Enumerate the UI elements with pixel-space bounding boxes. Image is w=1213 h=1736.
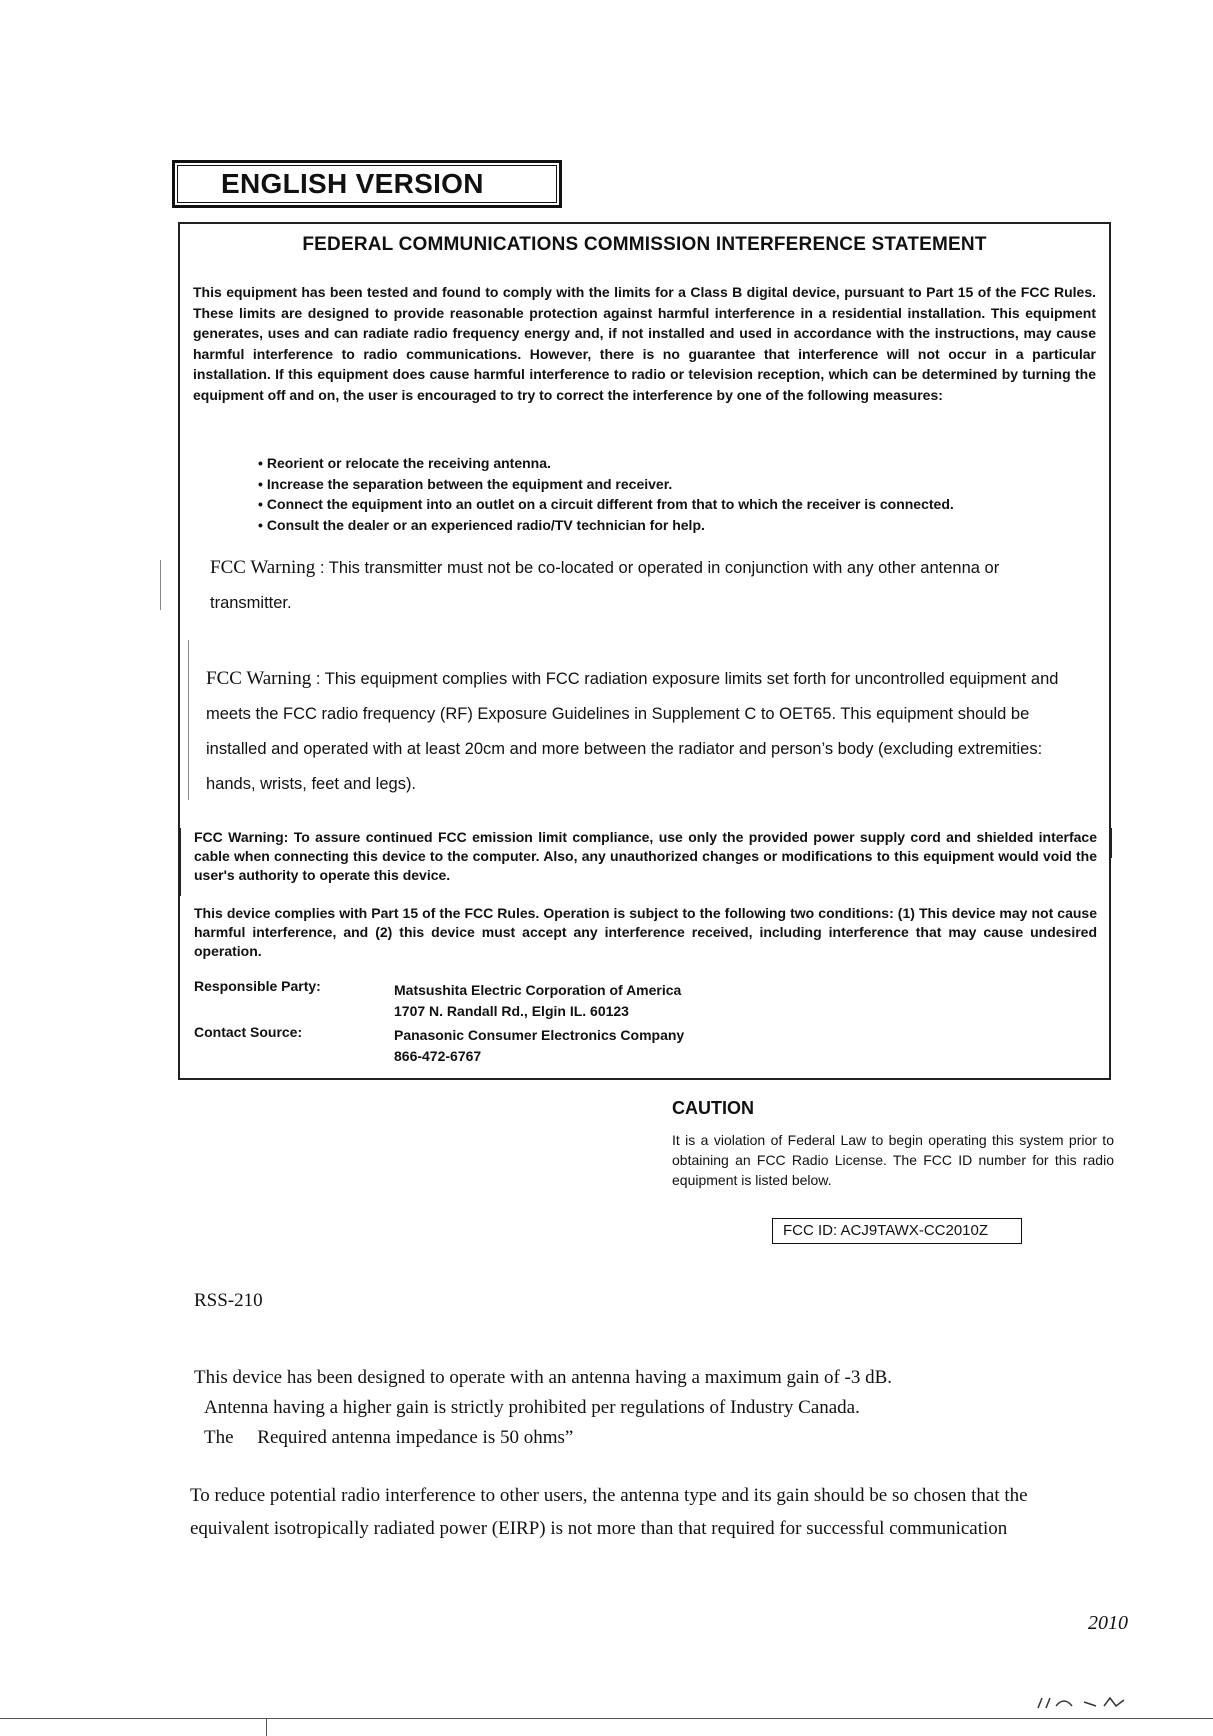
antenna-line-3: The Required antenna impedance is 50 ohms” [204,1427,574,1448]
margin-line [160,560,161,610]
list-item: • Connect the equipment into an outlet on a circuit different from that to which the receiver is connected. [258,494,954,515]
statement-title: FEDERAL COMMUNICATIONS COMMISSION INTERFERENCE STATEMENT [302,234,987,255]
fcc-warning-exposure [206,661,1086,802]
warning-text: : This transmitter must not be co-located or operated in conjunction with any other antenna or transmitter. [210,559,1000,612]
warning-lead: FCC Warning [210,557,316,578]
contact-source-name: Panasonic Consumer Electronics Company [394,1027,685,1043]
contact-source-label: Contact Source: [194,1024,303,1040]
eirp-paragraph: To reduce potential radio interference to other users, the antenna type and its gain should be so chosen that the equivalent isotropically radiated power (EIRP) is not more than that required for successful communication [190,1485,1028,1539]
rss-heading: RSS-210 [194,1290,263,1311]
list-item: • Increase the separation between the equipment and receiver. [258,474,954,495]
measures-list [258,453,954,535]
part15-compliance: This device complies with Part 15 of the FCC Rules. Operation is subject to the following two conditions: (1) This device may not cause harmful interference, and (2) this device must accept any interference received, including interference that may cause undesired operation. [194,905,1097,959]
bottom-rule [0,1718,1213,1719]
contact-source-phone: 866-472-6767 [394,1048,482,1064]
statement-body: This equipment has been tested and found to comply with the limits for a Class B digital device, pursuant to Part 15 of the FCC Rules. These limits are designed to provide reasonable protection against harmful interference in a residential installation. This equipment generates, uses and can radiate radio frequency energy and, if not installed and used in accordance with the instructions, may cause harmful interference to radio communications. However, there is no guarantee that interference will not occur in a particular installation. If this equipment does cause harmful interference to radio or television reception, which can be determined by turning the equipment off and on, the user is encouraged to try to correct the interference by one of the following measures: [193,284,1096,403]
responsible-party-label: Responsible Party: [194,978,321,994]
caution-heading: CAUTION [672,1098,754,1118]
english-version-title [172,160,562,208]
warning-text: : This equipment complies with FCC radiation exposure limits set forth for uncontrolled equipment and meets the FCC radio frequency (RF) Exposure Guidelines in Supplement C to OET65. This equipment should be installed and operated with at least 20cm and more between the radiator and person’s body (excluding extremities: hands, wrists, feet and legs). [206,670,1059,793]
list-item: • Consult the dealer or an experienced radio/TV technician for help. [258,515,954,536]
handwritten-number: 2010 [1088,1612,1128,1634]
caution-text: It is a violation of Federal Law to begin operating this system prior to obtaining an FCC Radio License. The FCC ID number for this radio equipment is listed below. [672,1132,1114,1188]
margin-line [179,828,181,896]
antenna-line-1: This device has been designed to operate with an antenna having a maximum gain of -3 dB. [194,1367,893,1388]
margin-line [1110,828,1112,858]
antenna-gain-text [194,1363,892,1453]
fcc-id-box: FCC ID: ACJ9TAWX-CC2010Z [772,1218,1022,1244]
scribble-icon [1034,1694,1134,1712]
fcc-warning-colocation [210,550,1030,621]
bottom-tick [266,1718,267,1736]
handwritten-scribble [1034,1694,1134,1717]
warning-lead: FCC Warning [206,668,312,689]
responsible-party-address: 1707 N. Randall Rd., Elgin IL. 60123 [394,1003,629,1019]
fcc-warning-emission: FCC Warning: To assure continued FCC emission limit compliance, use only the provided power supply cord and shielded interface cable when connecting this device to the computer. Also, any unauthorized changes or modifications to this equipment would void the user's authority to operate this device. [194,829,1097,883]
antenna-line-2: Antenna having a higher gain is strictly prohibited per regulations of Industry Canada. [204,1397,860,1418]
margin-line [188,640,189,800]
title-text: ENGLISH VERSION [221,168,484,199]
list-item: • Reorient or relocate the receiving antenna. [258,453,954,474]
responsible-party-name: Matsushita Electric Corporation of America [394,982,682,998]
